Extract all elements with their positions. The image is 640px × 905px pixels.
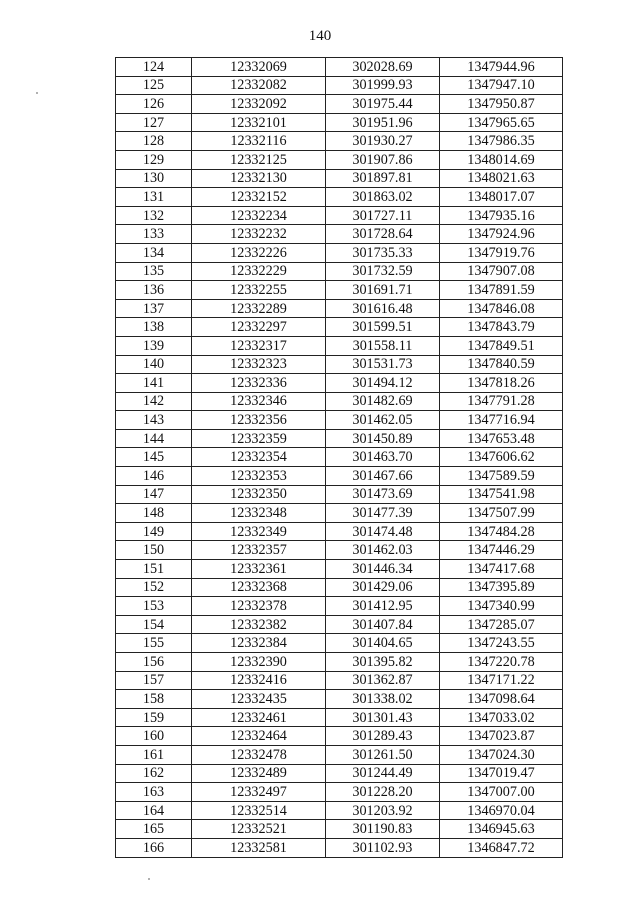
x-coordinate-cell: 301691.71 [326,281,440,300]
point-number-cell: 143 [116,411,192,430]
point-id-cell: 12332416 [192,671,326,690]
x-coordinate-cell: 301999.93 [326,76,440,95]
x-coordinate-cell: 301102.93 [326,838,440,857]
point-number-cell: 146 [116,467,192,486]
point-id-cell: 12332349 [192,522,326,541]
x-coordinate-cell: 301450.89 [326,429,440,448]
point-id-cell: 12332336 [192,374,326,393]
x-coordinate-cell: 301228.20 [326,783,440,802]
table-row [116,653,563,672]
x-coordinate-cell: 301203.92 [326,801,440,820]
x-coordinate-cell: 301429.06 [326,578,440,597]
point-id-cell: 12332354 [192,448,326,467]
point-id-cell: 12332461 [192,708,326,727]
point-number-cell: 133 [116,225,192,244]
point-id-cell: 12332289 [192,299,326,318]
point-number-cell: 150 [116,541,192,560]
x-coordinate-cell: 301975.44 [326,95,440,114]
point-number-cell: 127 [116,113,192,132]
x-coordinate-cell: 301244.49 [326,764,440,783]
point-number-cell: 149 [116,522,192,541]
table-row [116,504,563,523]
point-number-cell: 141 [116,374,192,393]
y-coordinate-cell: 1347653.48 [440,429,563,448]
x-coordinate-cell: 301531.73 [326,355,440,374]
point-id-cell: 12332323 [192,355,326,374]
point-id-cell: 12332069 [192,58,326,77]
x-coordinate-cell: 301727.11 [326,206,440,225]
x-coordinate-cell: 301404.65 [326,634,440,653]
point-number-cell: 135 [116,262,192,281]
table-row [116,838,563,857]
y-coordinate-cell: 1346847.72 [440,838,563,857]
point-number-cell: 152 [116,578,192,597]
point-id-cell: 12332348 [192,504,326,523]
table-row [116,76,563,95]
table-body [116,58,563,858]
x-coordinate-cell: 302028.69 [326,58,440,77]
point-id-cell: 12332350 [192,485,326,504]
y-coordinate-cell: 1347950.87 [440,95,563,114]
point-number-cell: 164 [116,801,192,820]
x-coordinate-cell: 301930.27 [326,132,440,151]
x-coordinate-cell: 301261.50 [326,745,440,764]
point-number-cell: 129 [116,150,192,169]
point-id-cell: 12332368 [192,578,326,597]
y-coordinate-cell: 1347019.47 [440,764,563,783]
table-row [116,560,563,579]
x-coordinate-cell: 301467.66 [326,467,440,486]
point-id-cell: 12332082 [192,76,326,95]
y-coordinate-cell: 1347965.65 [440,113,563,132]
point-id-cell: 12332390 [192,653,326,672]
x-coordinate-cell: 301407.84 [326,615,440,634]
y-coordinate-cell: 1347243.55 [440,634,563,653]
x-coordinate-cell: 301951.96 [326,113,440,132]
table-row [116,801,563,820]
table-row [116,132,563,151]
x-coordinate-cell: 301907.86 [326,150,440,169]
x-coordinate-cell: 301338.02 [326,690,440,709]
x-coordinate-cell: 301482.69 [326,392,440,411]
point-number-cell: 138 [116,318,192,337]
point-id-cell: 12332356 [192,411,326,430]
y-coordinate-cell: 1347907.08 [440,262,563,281]
y-coordinate-cell: 1347098.64 [440,690,563,709]
y-coordinate-cell: 1347285.07 [440,615,563,634]
x-coordinate-cell: 301289.43 [326,727,440,746]
table-row [116,448,563,467]
y-coordinate-cell: 1347541.98 [440,485,563,504]
point-number-cell: 155 [116,634,192,653]
y-coordinate-cell: 1347843.79 [440,318,563,337]
y-coordinate-cell: 1347791.28 [440,392,563,411]
x-coordinate-cell: 301474.48 [326,522,440,541]
y-coordinate-cell: 1347023.87 [440,727,563,746]
point-id-cell: 12332232 [192,225,326,244]
y-coordinate-cell: 1346945.63 [440,820,563,839]
point-number-cell: 156 [116,653,192,672]
table-row [116,374,563,393]
table-row [116,225,563,244]
y-coordinate-cell: 1347507.99 [440,504,563,523]
point-number-cell: 161 [116,745,192,764]
point-number-cell: 153 [116,597,192,616]
x-coordinate-cell: 301863.02 [326,188,440,207]
point-id-cell: 12332497 [192,783,326,802]
table-row [116,411,563,430]
table-row [116,392,563,411]
table-row [116,467,563,486]
point-id-cell: 12332346 [192,392,326,411]
y-coordinate-cell: 1347220.78 [440,653,563,672]
table-row [116,708,563,727]
table-row [116,95,563,114]
point-id-cell: 12332384 [192,634,326,653]
point-id-cell: 12332361 [192,560,326,579]
y-coordinate-cell: 1347818.26 [440,374,563,393]
point-id-cell: 12332382 [192,615,326,634]
x-coordinate-cell: 301494.12 [326,374,440,393]
table-row [116,262,563,281]
y-coordinate-cell: 1347395.89 [440,578,563,597]
y-coordinate-cell: 1348014.69 [440,150,563,169]
coordinates-table [115,57,563,858]
point-id-cell: 12332521 [192,820,326,839]
point-number-cell: 145 [116,448,192,467]
x-coordinate-cell: 301190.83 [326,820,440,839]
x-coordinate-cell: 301301.43 [326,708,440,727]
y-coordinate-cell: 1347944.96 [440,58,563,77]
point-number-cell: 126 [116,95,192,114]
point-number-cell: 134 [116,243,192,262]
point-id-cell: 12332297 [192,318,326,337]
point-id-cell: 12332359 [192,429,326,448]
table-row [116,597,563,616]
point-id-cell: 12332116 [192,132,326,151]
point-id-cell: 12332130 [192,169,326,188]
point-id-cell: 12332317 [192,336,326,355]
table-row [116,485,563,504]
table-row [116,429,563,448]
table-row [116,820,563,839]
point-id-cell: 12332229 [192,262,326,281]
point-number-cell: 142 [116,392,192,411]
point-number-cell: 148 [116,504,192,523]
point-number-cell: 144 [116,429,192,448]
table-row [116,188,563,207]
point-number-cell: 136 [116,281,192,300]
point-id-cell: 12332378 [192,597,326,616]
table-row [116,745,563,764]
y-coordinate-cell: 1347033.02 [440,708,563,727]
y-coordinate-cell: 1347924.96 [440,225,563,244]
table-row [116,113,563,132]
table-row [116,299,563,318]
y-coordinate-cell: 1347171.22 [440,671,563,690]
point-id-cell: 12332514 [192,801,326,820]
y-coordinate-cell: 1346970.04 [440,801,563,820]
x-coordinate-cell: 301732.59 [326,262,440,281]
point-number-cell: 125 [116,76,192,95]
y-coordinate-cell: 1347849.51 [440,336,563,355]
x-coordinate-cell: 301616.48 [326,299,440,318]
point-number-cell: 160 [116,727,192,746]
y-coordinate-cell: 1347846.08 [440,299,563,318]
point-id-cell: 12332092 [192,95,326,114]
point-number-cell: 162 [116,764,192,783]
point-id-cell: 12332435 [192,690,326,709]
scan-speck [148,878,150,880]
point-id-cell: 12332234 [192,206,326,225]
y-coordinate-cell: 1347919.76 [440,243,563,262]
y-coordinate-cell: 1347606.62 [440,448,563,467]
x-coordinate-cell: 301462.05 [326,411,440,430]
point-number-cell: 159 [116,708,192,727]
point-number-cell: 147 [116,485,192,504]
table-row [116,690,563,709]
table-row [116,671,563,690]
point-number-cell: 139 [116,336,192,355]
point-number-cell: 157 [116,671,192,690]
y-coordinate-cell: 1347589.59 [440,467,563,486]
y-coordinate-cell: 1347340.99 [440,597,563,616]
table-row [116,281,563,300]
y-coordinate-cell: 1347986.35 [440,132,563,151]
x-coordinate-cell: 301735.33 [326,243,440,262]
x-coordinate-cell: 301558.11 [326,336,440,355]
table-row [116,615,563,634]
point-number-cell: 130 [116,169,192,188]
point-number-cell: 140 [116,355,192,374]
point-number-cell: 154 [116,615,192,634]
x-coordinate-cell: 301412.95 [326,597,440,616]
table-row [116,727,563,746]
point-id-cell: 12332357 [192,541,326,560]
scan-speck [36,92,38,94]
point-id-cell: 12332489 [192,764,326,783]
point-id-cell: 12332152 [192,188,326,207]
table-row [116,169,563,188]
table-row [116,541,563,560]
point-id-cell: 12332464 [192,727,326,746]
point-id-cell: 12332255 [192,281,326,300]
table-row [116,634,563,653]
table-row [116,336,563,355]
table-row [116,522,563,541]
table-row [116,58,563,77]
x-coordinate-cell: 301477.39 [326,504,440,523]
point-number-cell: 163 [116,783,192,802]
point-number-cell: 165 [116,820,192,839]
x-coordinate-cell: 301362.87 [326,671,440,690]
y-coordinate-cell: 1348021.63 [440,169,563,188]
y-coordinate-cell: 1347891.59 [440,281,563,300]
table-row [116,783,563,802]
point-number-cell: 158 [116,690,192,709]
x-coordinate-cell: 301728.64 [326,225,440,244]
x-coordinate-cell: 301463.70 [326,448,440,467]
x-coordinate-cell: 301395.82 [326,653,440,672]
point-id-cell: 12332478 [192,745,326,764]
point-id-cell: 12332353 [192,467,326,486]
point-number-cell: 128 [116,132,192,151]
table-row [116,355,563,374]
page-number: 140 [308,28,332,44]
point-id-cell: 12332581 [192,838,326,857]
point-id-cell: 12332226 [192,243,326,262]
y-coordinate-cell: 1347947.10 [440,76,563,95]
table-row [116,764,563,783]
point-number-cell: 166 [116,838,192,857]
y-coordinate-cell: 1347840.59 [440,355,563,374]
y-coordinate-cell: 1347024.30 [440,745,563,764]
table-row [116,578,563,597]
point-number-cell: 151 [116,560,192,579]
y-coordinate-cell: 1347446.29 [440,541,563,560]
x-coordinate-cell: 301446.34 [326,560,440,579]
table-row [116,318,563,337]
point-number-cell: 131 [116,188,192,207]
point-number-cell: 132 [116,206,192,225]
table-row [116,206,563,225]
x-coordinate-cell: 301897.81 [326,169,440,188]
y-coordinate-cell: 1347417.68 [440,560,563,579]
y-coordinate-cell: 1347007.00 [440,783,563,802]
x-coordinate-cell: 301473.69 [326,485,440,504]
y-coordinate-cell: 1348017.07 [440,188,563,207]
table-row [116,243,563,262]
y-coordinate-cell: 1347716.94 [440,411,563,430]
x-coordinate-cell: 301462.03 [326,541,440,560]
x-coordinate-cell: 301599.51 [326,318,440,337]
point-id-cell: 12332101 [192,113,326,132]
y-coordinate-cell: 1347484.28 [440,522,563,541]
point-number-cell: 124 [116,58,192,77]
point-id-cell: 12332125 [192,150,326,169]
y-coordinate-cell: 1347935.16 [440,206,563,225]
table-row [116,150,563,169]
point-number-cell: 137 [116,299,192,318]
